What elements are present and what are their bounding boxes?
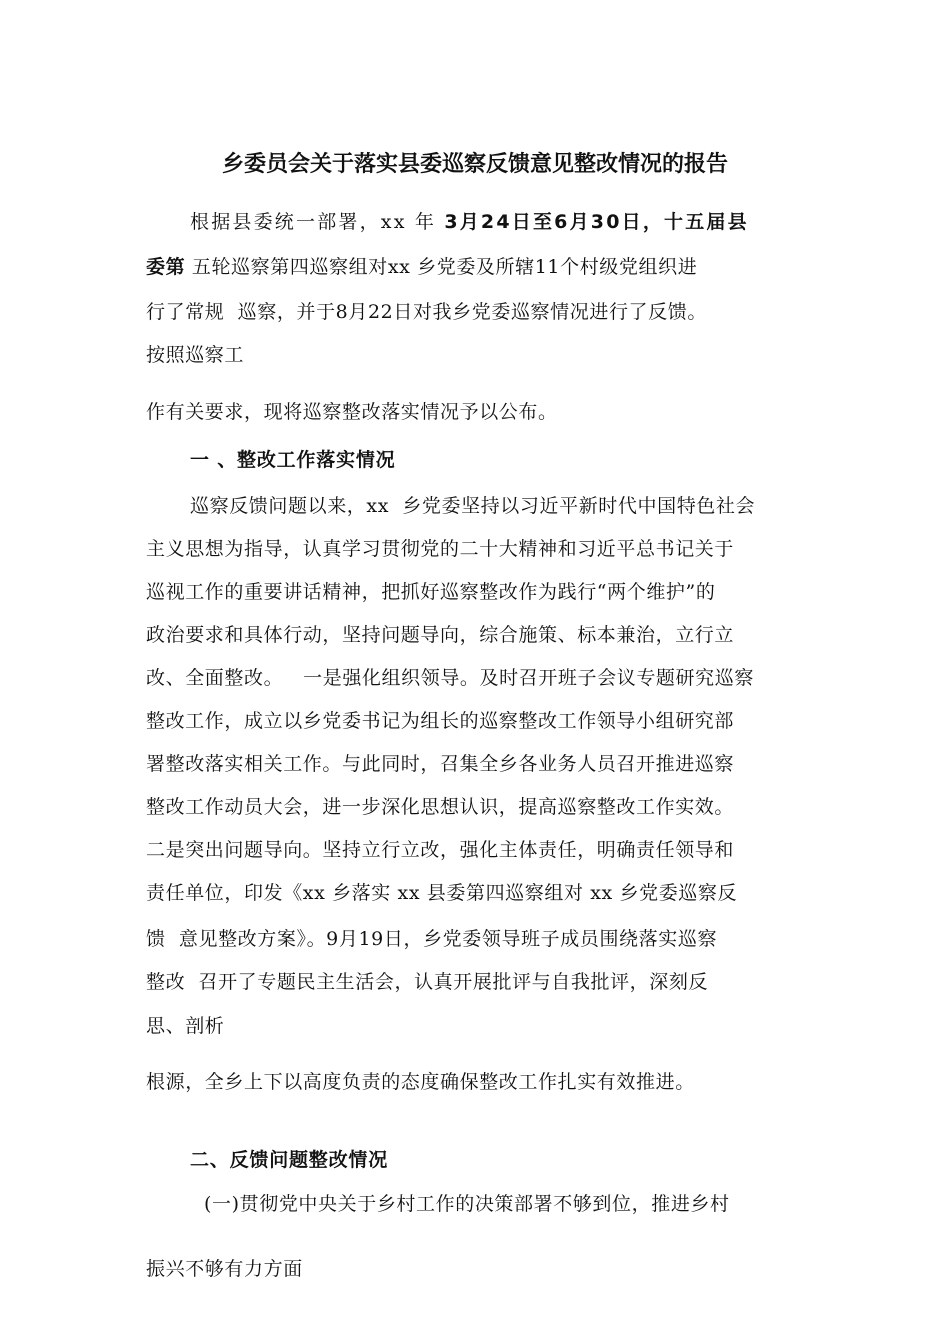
text-run: 按照巡察工 (146, 344, 245, 366)
paragraph-line-21 (146, 1255, 303, 1283)
paragraph-line-9 (146, 621, 734, 649)
section-heading-1 (190, 446, 395, 474)
text-run: 行了常规 巡察，并于8月22日对我乡党委巡察情况进行了反馈。 (146, 301, 707, 323)
paragraph-line-16 (146, 925, 717, 953)
paragraph-line-11 (146, 707, 734, 735)
document-title: 乡委员会关于落实县委巡察反馈意见整改情况的报告 (221, 152, 728, 177)
text-run: 作有关要求，现将巡察整改落实情况予以公布。 (146, 401, 558, 423)
text-run: 振兴不够有力方面 (146, 1258, 303, 1280)
text-run: 署整改落实相关工作。与此同时，召集全乡各业务人员召开推进巡察 (146, 753, 735, 775)
text-run: 政治要求和具体行动，坚持问题导向，综合施策、标本兼治，立行立 (146, 624, 735, 646)
text-run: 整改工作动员大会，进一步深化思想认识，提高巡察整改工作实效。 (146, 796, 735, 818)
text-run: 馈 意见整改方案》。9月19日，乡党委领导班子成员围绕落实巡察 (146, 928, 718, 950)
paragraph-line-3 (146, 298, 707, 326)
paragraph-line-15 (146, 879, 737, 907)
text-run: 责任单位，印发《xx 乡落实 xx 县委第四巡察组对 xx 乡党委巡察反 (146, 882, 738, 904)
paragraph-line-5 (146, 398, 558, 426)
paragraph-line-8 (146, 578, 715, 606)
paragraph-line-1 (190, 208, 749, 236)
paragraph-line-14 (146, 836, 734, 864)
text-run: 思、剖析 (146, 1015, 225, 1037)
text-run: 五轮巡察第四巡察组对xx 乡党委及所辖11个村级党组织进 (185, 256, 698, 278)
paragraph-line-19 (146, 1068, 695, 1096)
paragraph-line-13 (146, 793, 734, 821)
paragraph-line-18 (146, 1012, 224, 1040)
paragraph-line-6 (190, 492, 755, 520)
text-run: 巡视工作的重要讲话精神，把抓好巡察整改作为践行“两个维护”的 (146, 581, 716, 603)
text-run: 根源，全乡上下以高度负责的态度确保整改工作扎实有效推进。 (146, 1071, 695, 1093)
text-run: 改、全面整改。 一是强化组织领导。及时召开班子会议专题研究巡察 (146, 667, 754, 689)
text-run: (一)贯彻党中央关于乡村工作的决策部署不够到位，推进乡村 (204, 1193, 730, 1215)
paragraph-line-2 (146, 253, 697, 281)
text-run: 根据县委统一部署，xx 年 (190, 211, 445, 233)
text-run: 巡察反馈问题以来，xx 乡党委坚持以习近平新时代中国特色社会 (190, 495, 756, 517)
text-run: 主义思想为指导，认真学习贯彻党的二十大精神和习近平总书记关于 (146, 538, 735, 560)
paragraph-line-7 (146, 535, 734, 563)
text-run-bold: 3月24日至6月30日，十五届县 (444, 211, 749, 233)
paragraph-line-4 (146, 341, 244, 369)
text-run: 整改工作，成立以乡党委书记为组长的巡察整改工作领导小组研究部 (146, 710, 735, 732)
paragraph-line-20 (204, 1190, 730, 1218)
paragraph-line-12 (146, 750, 734, 778)
paragraph-line-17 (146, 968, 708, 996)
text-run: 整改 召开了专题民主生活会，认真开展批评与自我批评，深刻反 (146, 971, 709, 993)
section-heading-2 (190, 1146, 388, 1174)
text-run-bold: 委第 (146, 256, 186, 278)
text-run: 二是突出问题导向。坚持立行立改，强化主体责任，明确责任领导和 (146, 839, 735, 861)
heading-text: 一 、整改工作落实情况 (190, 449, 396, 471)
heading-text: 二、反馈问题整改情况 (190, 1149, 389, 1171)
paragraph-line-10 (146, 664, 754, 692)
